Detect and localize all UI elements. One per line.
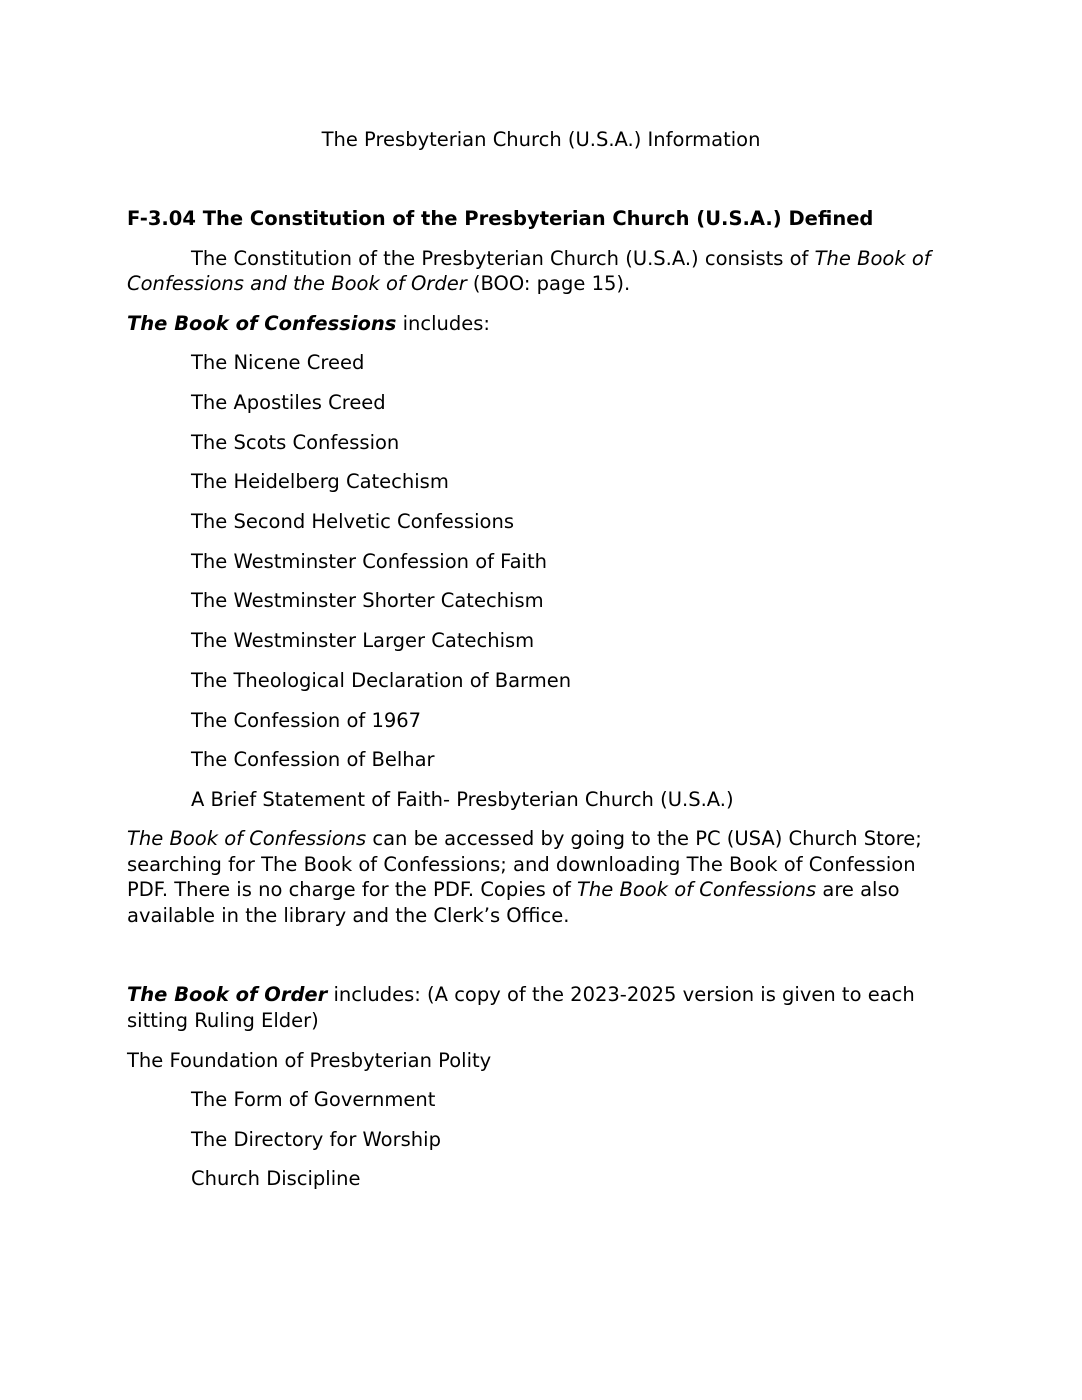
confessions-label: [127, 311, 490, 337]
list-item: The Confession of 1967: [191, 709, 422, 732]
confessions-suffix: includes:: [396, 312, 490, 335]
confessions-title: The Book of Confessions: [127, 312, 397, 335]
list-item: A Brief Statement of Faith- Presbyterian Church (U.S.A.): [191, 788, 734, 811]
order-text: includes: (A copy of the 2023-2025 version is given to each: [327, 983, 915, 1006]
list-item: The Confession of Belhar: [191, 748, 435, 771]
list-item: The Heidelberg Catechism: [191, 470, 449, 493]
access-line-3: [127, 877, 900, 903]
list-item: The Form of Government: [191, 1088, 436, 1111]
order-line-1: [127, 982, 915, 1008]
list-item: The Directory for Worship: [191, 1128, 441, 1151]
intro-line-2: [127, 271, 630, 297]
foundation-item: The Foundation of Presbyterian Polity: [127, 1049, 492, 1072]
list-item: The Westminster Larger Catechism: [191, 629, 535, 652]
list-item: The Apostiles Creed: [191, 391, 386, 414]
intro-italic: The Book of: [814, 247, 931, 270]
list-item: The Westminster Confession of Faith: [191, 550, 547, 573]
intro-text: (BOO: page 15).: [466, 272, 631, 295]
access-line-2: searching for The Book of Confessions; and downloading The Book of Confession: [127, 853, 916, 876]
intro-line-1: [191, 246, 931, 272]
access-text: are also: [816, 878, 900, 901]
list-item: The Westminster Shorter Catechism: [191, 589, 544, 612]
list-item: Church Discipline: [191, 1167, 361, 1190]
intro-text: The Constitution of the Presbyterian Church (U.S.A.) consists of: [191, 247, 815, 270]
access-italic: The Book of Confessions: [577, 878, 817, 901]
access-text: can be accessed by going to the PC (USA) Church Store;: [366, 827, 922, 850]
access-line-4: available in the library and the Clerk’s Office.: [127, 904, 570, 927]
list-item: The Scots Confession: [191, 431, 400, 454]
list-item: The Theological Declaration of Barmen: [191, 669, 572, 692]
list-item: The Second Helvetic Confessions: [191, 510, 514, 533]
list-item: The Nicene Creed: [191, 351, 365, 374]
access-italic: The Book of Confessions: [127, 827, 367, 850]
section-heading: F-3.04 The Constitution of the Presbyterian Church (U.S.A.) Defined: [127, 207, 874, 230]
access-line-1: [127, 826, 922, 852]
intro-italic: Confessions and the Book of Order: [127, 272, 467, 295]
order-title: The Book of Order: [127, 983, 328, 1006]
access-text: PDF. There is no charge for the PDF. Copies of: [127, 878, 578, 901]
order-line-2: sitting Ruling Elder): [127, 1009, 319, 1032]
document-title: The Presbyterian Church (U.S.A.) Information: [321, 128, 761, 151]
